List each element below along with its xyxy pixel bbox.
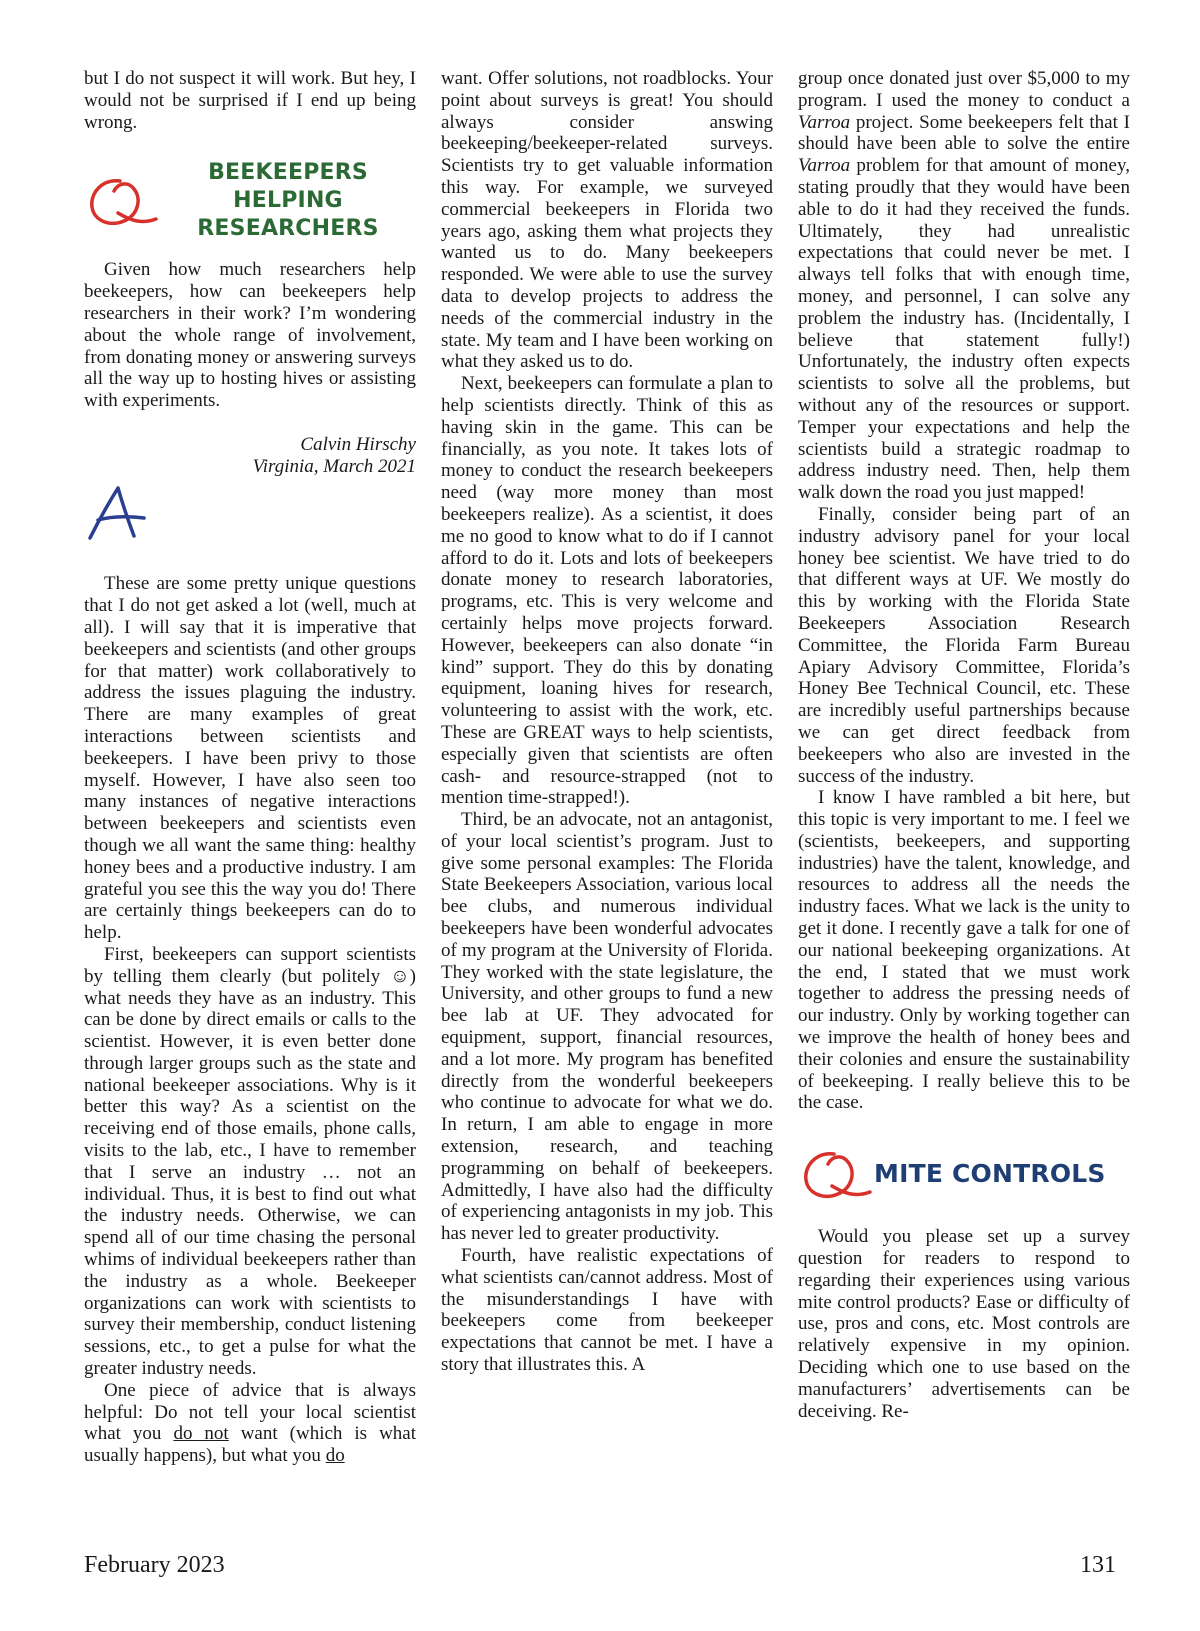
answer-paragraph: Third, be an advocate, not an antagonist, of your local scientist’s program. Just to give some personal examples: The Florida State Beekeepers Association, various local bee clubs, and numerous individual beekeepers have been wonderful advocates of my program at the University of Florida. They worked with the state legislature, the University, and other groups to fund a new bee lab at UF. They advocated for equipment, support, financial resources, and a lot more. My program has benefited directly from the wonderful beekeepers who continue to advocate for what we do. In return, I am able to engage in more extension, research, and teaching programming on behalf of beekeepers. Admittedly, I have also had the difficulty of experiencing antagonists in my job. This has never led to greater productivity.	[441, 809, 773, 1245]
text-run: problem for that amount of money, stating proudly that they would have been able to do it had they received the funds. Ultimately, they had unrealistic expectations that could never be met. I always tell folks that with enough time, money, and personnel, I can solve any problem the industry has. (Incidentally, I believe that statement fully!) Unfortunately, the industry often expects scientists to solve all the problems, but without any of the resources or support. Temper your expectations and help the scientists build a strategic roadmap to address industry need. Then, help them walk down the road you just mapped!	[798, 155, 1130, 504]
underlined-text: do not	[173, 1423, 229, 1445]
section-title	[160, 159, 416, 243]
italic-term: Varroa	[798, 111, 851, 133]
answer-paragraph	[798, 68, 1130, 504]
answer-paragraph: Fourth, have realistic expectations of what scientists can/cannot address. Most of the misunderstandings I have with beekeepers come from beekeeper expectations that cannot be met. I have a story that illustrates this. A	[441, 1245, 773, 1376]
section-title: MITE CONTROLS	[874, 1159, 1106, 1189]
column-3	[798, 68, 1130, 1422]
answer-paragraph: First, beekeepers can support scientists by telling them clearly (but politely ☺) what needs they have as an industry. This can be done by direct emails or calls to the scientist. However, it is even better done through larger groups such as the state and national beekeeper associations. Why is it better this way? As a scientist on the receiving end of those emails, phone calls, visits to the lab, etc., I have to remember that I serve an industry … not an individual. Thus, it is best to find out what the industry needs. Otherwise, we can spend all of our time chasing the personal whims of individual beekeepers rather than the industry as a whole. Beekeeper organizations can work with scientists to survey their membership, conduct listening sessions, etc., to get a pulse for what the greater industry needs.	[84, 943, 416, 1380]
column-1	[84, 68, 416, 1467]
signature-place: Virginia, March 2021	[252, 455, 416, 477]
section-title-line: RESEARCHERS	[197, 216, 379, 242]
question-text: Would you please set up a survey question for readers to respond to regarding their experiences using various mite control products? Ease or difficulty of use, pros and cons, etc. Most controls are relatively expensive in my opinion. Deciding which one to use based on the manufacturers’ advertisements can be deceiving. Re-	[798, 1226, 1130, 1422]
text-run: want (which is what usually happens), but what you	[84, 1423, 417, 1467]
italic-term: Varroa	[798, 155, 851, 177]
answer-paragraph: want. Offer solutions, not roadblocks. Your point about surveys is great! You should always consider answing beekeeping/beekeeper-related surveys. Scientists try to get valuable information this way. For example, we surveyed commercial beekeepers in Florida two years ago, asking them what projects they wanted us to do. Many beekeepers responded. We were able to use the survey data to develop projects to address the needs of the commercial industry in the state. My team and I have been working on what they asked us to do.	[441, 68, 773, 373]
text-run: One piece of advice that is always helpful: Do not tell your local scientist what you	[84, 1379, 416, 1445]
signature-name: Calvin Hirschy	[300, 433, 416, 455]
question-text: Given how much researchers help beekeepers, how can beekeepers help researchers in their work? I’m wondering about the whole range of involvement, from donating money or answering surveys all the way up to hosting hives or assisting with experiments.	[84, 259, 416, 412]
page-number: 131	[1080, 1552, 1116, 1578]
text-run: group once donated just over $5,000 to my program. I used the money to conduct a	[798, 68, 1130, 111]
text-run: project. Some beekeepers felt that I should have been able to solve the entire	[798, 111, 1130, 155]
answer-paragraph: Next, beekeepers can formulate a plan to help scientists directly. Think of this as having skin in the game. This can be financially, as you note. It takes lots of money to conduct the research beekeepers need (way more money than most beekeepers realize). As a scientist, it does me no good to know what to do if I cannot afford to do it. Lots and lots of beekeepers donate money to research laboratories, programs, etc. This is very welcome and certainly helps move projects forward. However, beekeepers can also donate “in kind” support. They do this by donating equipment, loaning hives for research, volunteering to assist with the work, etc. These are GREAT ways to help scientists, especially given that scientists are often cash- and resource-strapped (not to mention time-strapped!).	[441, 373, 773, 809]
a-letter-icon	[84, 482, 154, 544]
q-letter-icon	[798, 1144, 874, 1204]
answer-paragraph: I know I have rambled a bit here, but this topic is very important to me. I feel we (scientists, beekeepers, and supporting industries) have the talent, knowledge, and resources to address all the needs the industry faces. What we lack is the unity to get it done. I recently gave a talk for one of our national beekeeping organizations. At the end, I stated that we must work together to address the pressing needs of our industry. Only by working together can we improve the health of honey bees and their colonies and ensure the sustainability of beekeeping. I really believe this to be the case.	[798, 787, 1130, 1114]
question-heading	[798, 1144, 1130, 1204]
section-title-line: BEEKEEPERS HELPING	[208, 160, 368, 214]
q-letter-icon	[84, 171, 160, 231]
underlined-text: do	[325, 1445, 345, 1467]
footer-date: February 2023	[84, 1552, 225, 1578]
answer-paragraph	[84, 1380, 416, 1467]
paragraph: but I do not suspect it will work. But hey, I would not be surprised if I end up being wrong.	[84, 68, 416, 133]
answer-paragraph: These are some pretty unique questions that I do not get asked a lot (well, much at all). I will say that it is imperative that beekeepers and scientists (and other groups for that matter) work collaboratively to address the issues plaguing the industry. There are many examples of great interactions between scientists and beekeepers. I have been privy to those myself. However, I have also seen too many instances of negative interactions between beekeepers and scientists even though we all want the same thing: healthy honey bees and a productive industry. I am grateful you see this the way you do! There are certainly things beekeepers can do to help.	[84, 573, 416, 944]
column-2	[441, 68, 773, 1376]
signature	[84, 434, 416, 478]
answer-paragraph: Finally, consider being part of an industry advisory panel for your local honey bee scientist. We have tried to do that different ways at UF. We mostly do this by working with the Florida State Beekeepers Association Research Committee, the Florida Farm Bureau Apiary Advisory Committee, Florida’s Honey Bee Technical Council, etc. These are incredibly useful partnerships because we can get direct feedback from beekeepers who also are invested in the success of the industry.	[798, 503, 1130, 787]
question-heading	[84, 159, 416, 243]
